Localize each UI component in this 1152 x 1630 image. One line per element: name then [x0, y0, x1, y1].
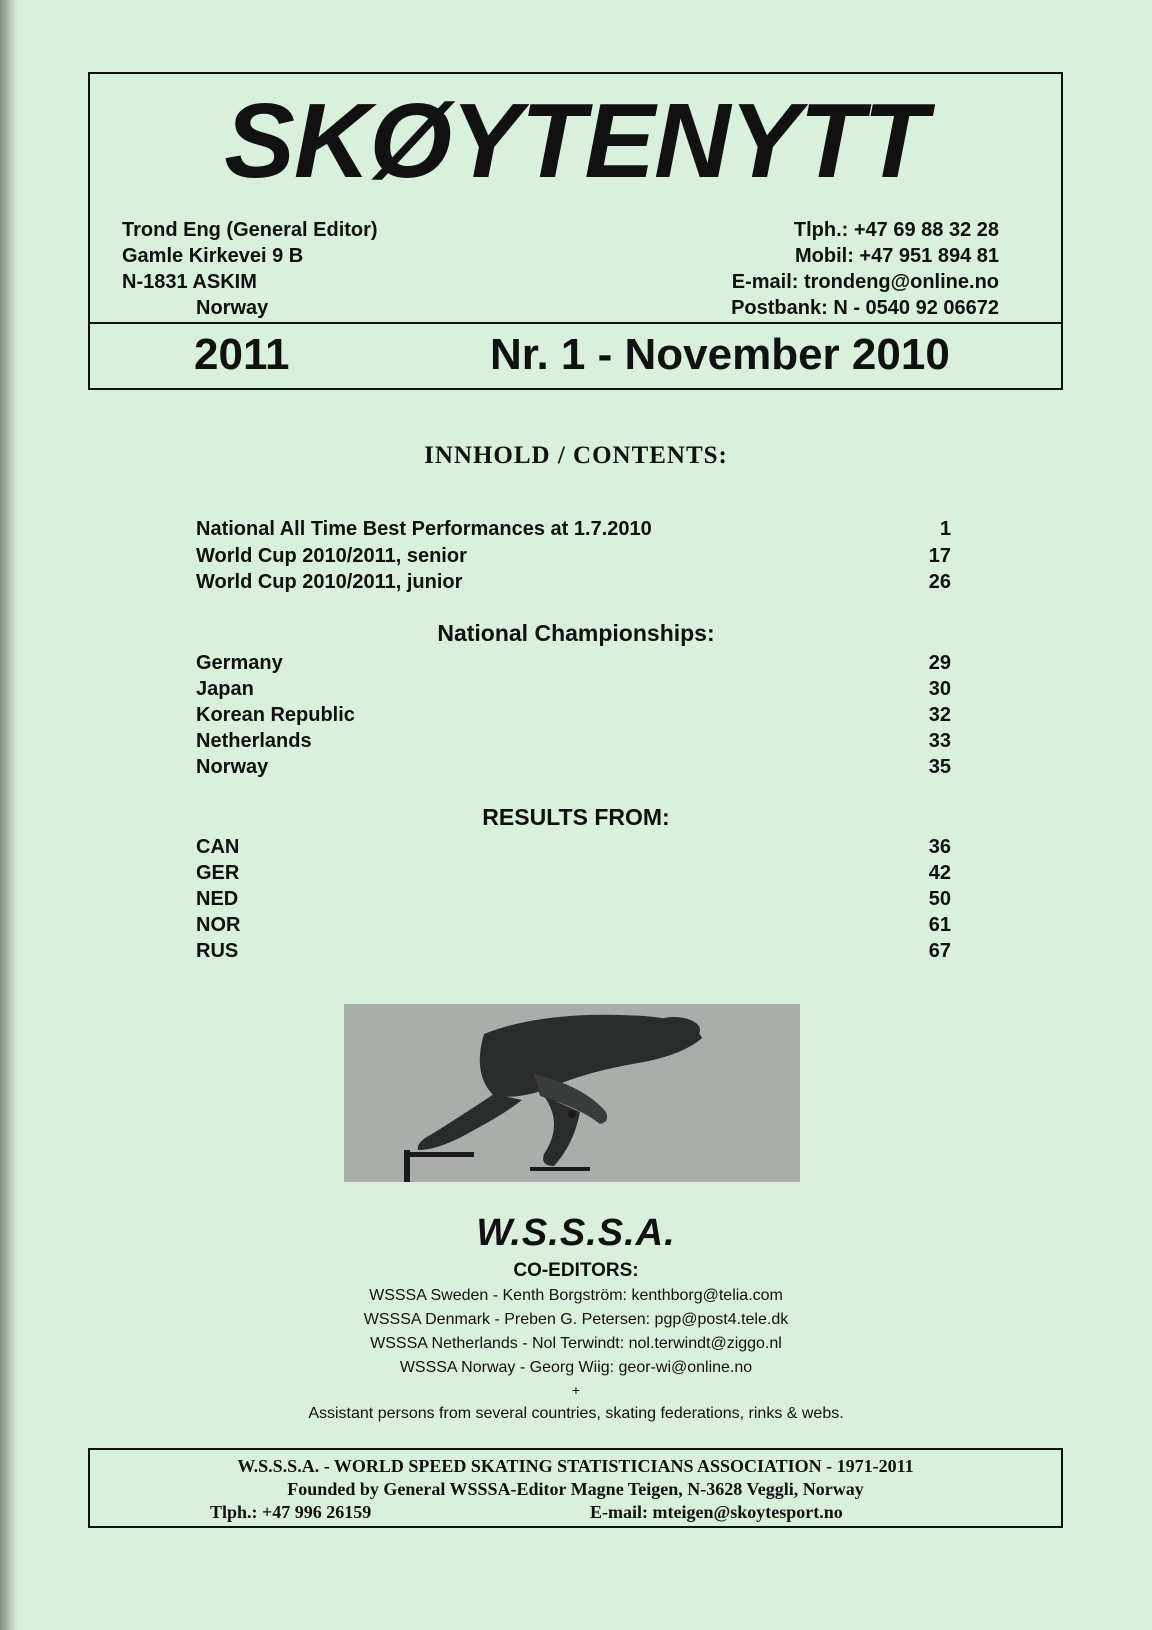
toc-row [196, 678, 951, 701]
masthead-title: SKØYTENYTT [224, 82, 927, 200]
toc-row [196, 730, 951, 753]
editor-address [122, 217, 378, 321]
header-divider [90, 322, 1061, 324]
editor-name: Trond Eng (General Editor) [122, 219, 378, 241]
toc-label: Japan [196, 678, 254, 700]
issue-year: 2011 [194, 330, 290, 379]
toc-label: World Cup 2010/2011, junior [196, 571, 463, 593]
toc-label: GER [196, 862, 240, 884]
toc-label: National All Time Best Performances at 1.7.2010 [196, 518, 652, 540]
results-heading: RESULTS FROM: [482, 804, 670, 830]
toc-page: 33 [928, 730, 951, 752]
editor-email: E-mail: trondeng@online.no [731, 271, 999, 293]
editor-city: N-1831 ASKIM [122, 271, 257, 293]
editor-postbank: Postbank: N - 0540 92 06672 [731, 297, 999, 319]
toc-label: RUS [196, 940, 239, 962]
issue-number: Nr. 1 - November 2010 [490, 330, 950, 379]
editor-mobile: Mobil: +47 951 894 81 [794, 245, 999, 267]
toc-label: Norway [196, 756, 269, 778]
toc-page: 42 [928, 862, 951, 884]
footer-association: W.S.S.S.A. - WORLD SPEED SKATING STATISTICIANS ASSOCIATION - 1971-2011 [237, 1456, 914, 1476]
footer-box [88, 1448, 1063, 1528]
coeditor-line: WSSSA Sweden - Kenth Borgström: kenthborg@telia.com [369, 1287, 783, 1304]
toc-row [196, 862, 951, 885]
championships-heading: National Championships: [437, 620, 715, 646]
plus-sign: + [571, 1382, 581, 1398]
toc-row [196, 914, 951, 937]
assistants-note: Assistant persons from several countries, skating federations, rinks & webs. [308, 1405, 844, 1422]
toc-label: Germany [196, 652, 283, 674]
coeditor-line: WSSSA Norway - Georg Wiig: geor-wi@online.no [399, 1359, 753, 1376]
header-box [88, 72, 1063, 390]
footer-founder: Founded by General WSSSA-Editor Magne Teigen, N-3628 Veggli, Norway [287, 1479, 864, 1499]
toc-page: 61 [928, 914, 951, 936]
wsssa-logo: W.S.S.S.A. [476, 1212, 676, 1254]
toc-row [196, 888, 951, 911]
coeditor-line: WSSSA Denmark - Preben G. Petersen: pgp@post4.tele.dk [363, 1311, 789, 1328]
footer-phone: Tlph.: +47 996 26159 [210, 1502, 372, 1522]
toc-row [196, 545, 951, 568]
toc-page: 29 [928, 652, 951, 674]
toc-page: 1 [939, 518, 951, 540]
contents-title: INNHOLD / CONTENTS: [424, 442, 728, 469]
speed-skater-icon [344, 1004, 800, 1182]
toc-label: Netherlands [196, 730, 312, 752]
toc-page: 30 [928, 678, 951, 700]
toc-label: NOR [196, 914, 241, 936]
toc-label: World Cup 2010/2011, senior [196, 545, 467, 567]
coeditors-title: CO-EDITORS: [513, 1260, 639, 1281]
editor-phone: Tlph.: +47 69 88 32 28 [793, 219, 999, 241]
toc-page: 36 [928, 836, 951, 858]
toc-label: NED [196, 888, 239, 910]
editor-street: Gamle Kirkevei 9 B [122, 245, 304, 267]
toc-label: Korean Republic [196, 704, 355, 726]
coeditor-line: WSSSA Netherlands - Nol Terwindt: nol.terwindt@ziggo.nl [370, 1335, 782, 1352]
toc-label: CAN [196, 836, 240, 858]
toc-page: 26 [928, 571, 951, 593]
toc-row [196, 652, 951, 675]
toc-page: 17 [928, 545, 951, 567]
toc-row [196, 756, 951, 779]
editor-contact [731, 217, 999, 321]
toc-row [196, 704, 951, 727]
toc-page: 67 [928, 940, 951, 962]
toc-row [196, 518, 951, 541]
toc-row [196, 940, 951, 963]
footer-email: E-mail: mteigen@skoytesport.no [590, 1502, 843, 1522]
speed-skater-illustration [344, 1004, 800, 1182]
editor-country: Norway [196, 297, 269, 319]
toc-row [196, 836, 951, 859]
toc-row [196, 571, 951, 594]
toc-page: 35 [928, 756, 951, 778]
toc-page: 50 [928, 888, 951, 910]
toc-page: 32 [928, 704, 951, 726]
